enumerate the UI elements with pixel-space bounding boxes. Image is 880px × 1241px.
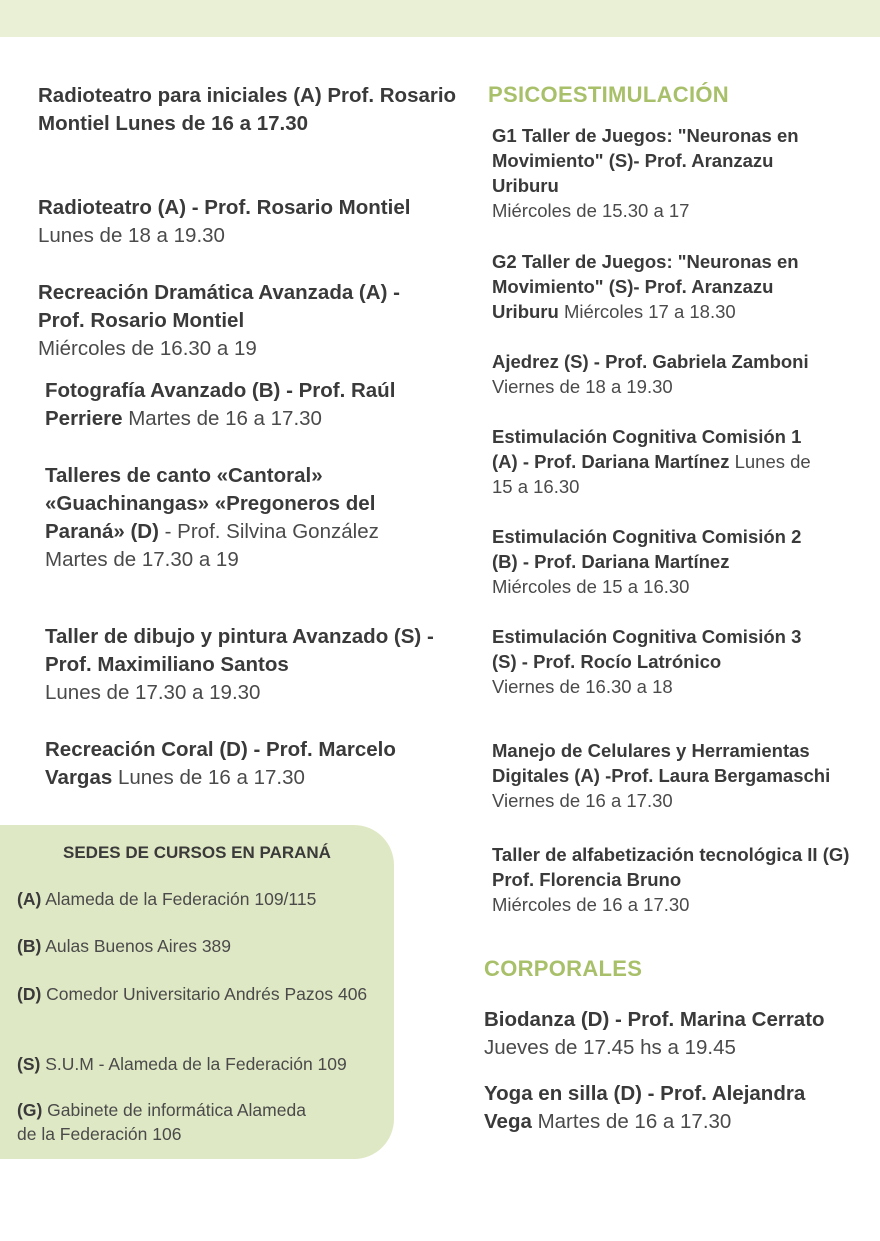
course-alfabetizacion [492,842,877,917]
course-title: Estimulación Cognitiva Comisión 2 (B) - Prof. Dariana Martínez [492,526,802,572]
course-schedule: Jueves de 17.45 hs a 19.45 [484,1036,736,1059]
sede-code: (S) [17,1054,41,1074]
course-title: Taller de alfabetización tecnológica II (G) Prof. Florencia Bruno [492,844,850,890]
course-g2-juegos [492,249,832,324]
course-ajedrez [492,349,877,399]
sede-item [17,934,387,958]
course-recreacion-coral [45,736,435,792]
course-schedule: Martes de 16 a 17.30 [537,1110,732,1133]
course-celulares [492,738,877,813]
course-title: Manejo de Celulares y Herramientas Digitales (A) -Prof. Laura Bergamaschi [492,740,831,786]
sede-address: Alameda de la Federación 109/115 [45,889,317,909]
course-title: G2 Taller de Juegos: "Neuronas en Movimiento" (S)- Prof. Aranzazu Uriburu [492,251,799,322]
course-schedule: Martes de 16 a 17.30 [128,407,322,430]
sedes-title: SEDES DE CURSOS EN PARANÁ [63,843,331,862]
course-radioteatro-iniciales [38,82,468,138]
sede-item [17,1052,387,1076]
course-title: Radioteatro para iniciales (A) Prof. Rosario Montiel Lunes de 16 a 17.30 [38,84,457,135]
sede-code: (A) [17,889,42,909]
course-title: Biodanza (D) - Prof. Marina Cerrato [484,1008,825,1031]
sede-item [17,982,382,1006]
sede-code: (G) [17,1100,43,1120]
course-estimulacion-2 [492,524,827,599]
sede-item [17,887,387,911]
course-title: Estimulación Cognitiva Comisión 3 (S) - Prof. Rocío Latrónico [492,626,802,672]
course-title: Fotografía Avanzado (B) - Prof. Raúl Perriere [45,379,396,430]
top-band [0,0,880,37]
course-title: Talleres de canto «Cantoral» «Guachinangas» «Pregoneros del Paraná» (D) [45,464,376,543]
sede-code: (D) [17,984,42,1004]
course-g1-juegos [492,123,832,223]
course-schedule: Miércoles de 15.30 a 17 [492,200,690,221]
section-title-corporales: CORPORALES [484,956,643,981]
section-title-psicoestimulacion: PSICOESTIMULACIÓN [488,82,729,107]
course-schedule: Viernes de 18 a 19.30 [492,376,673,397]
course-schedule: Viernes de 16 a 17.30 [492,790,673,811]
course-schedule: Lunes de 18 a 19.30 [38,224,225,247]
course-schedule: Miércoles de 15 a 16.30 [492,576,690,597]
course-schedule: Miércoles 17 a 18.30 [563,301,736,322]
course-schedule: Miércoles de 16 a 17.30 [492,894,690,915]
sede-address: Comedor Universitario Andrés Pazos 406 [46,984,368,1004]
course-schedule: Lunes de 16 a 17.30 [117,766,305,789]
course-schedule: Viernes de 16.30 a 18 [492,676,673,697]
course-schedule: Lunes de 15 a 16.30 [492,451,811,497]
sede-address: Aulas Buenos Aires 389 [45,936,232,956]
course-estimulacion-1 [492,424,827,499]
course-dibujo-pintura [45,623,465,707]
course-schedule: Miércoles de 16.30 a 19 [38,337,257,360]
sede-item [17,1098,317,1146]
course-fotografia [45,377,440,433]
course-schedule: - Prof. Silvina González Martes de 17.30 a 19 [45,520,379,571]
course-title: Estimulación Cognitiva Comisión 1 (A) - Prof. Dariana Martínez [492,426,802,472]
course-title: Taller de dibujo y pintura Avanzado (S) - Prof. Maximiliano Santos [45,625,434,676]
course-schedule: Lunes de 17.30 a 19.30 [45,681,261,704]
course-talleres-canto [45,462,425,574]
course-title: Ajedrez (S) - Prof. Gabriela Zamboni [492,351,809,372]
course-recreacion-dramatica [38,279,438,363]
course-radioteatro [38,194,468,250]
sede-code: (B) [17,936,42,956]
sede-address: S.U.M - Alameda de la Federación 109 [45,1054,347,1074]
course-title: Recreación Dramática Avanzada (A) - Prof. Rosario Montiel [38,281,400,332]
course-title: Radioteatro (A) - Prof. Rosario Montiel [38,196,411,219]
course-biodanza [484,1006,874,1062]
sede-address: Gabinete de informática Alameda de la Federación 106 [17,1100,306,1144]
course-title: G1 Taller de Juegos: "Neuronas en Movimiento" (S)- Prof. Aranzazu Uriburu [492,125,799,196]
course-yoga-silla [484,1080,844,1136]
course-estimulacion-3 [492,624,827,699]
course-title: Yoga en silla (D) - Prof. Alejandra Vega [484,1082,806,1133]
course-title: Recreación Coral (D) - Prof. Marcelo Vargas [45,738,396,789]
